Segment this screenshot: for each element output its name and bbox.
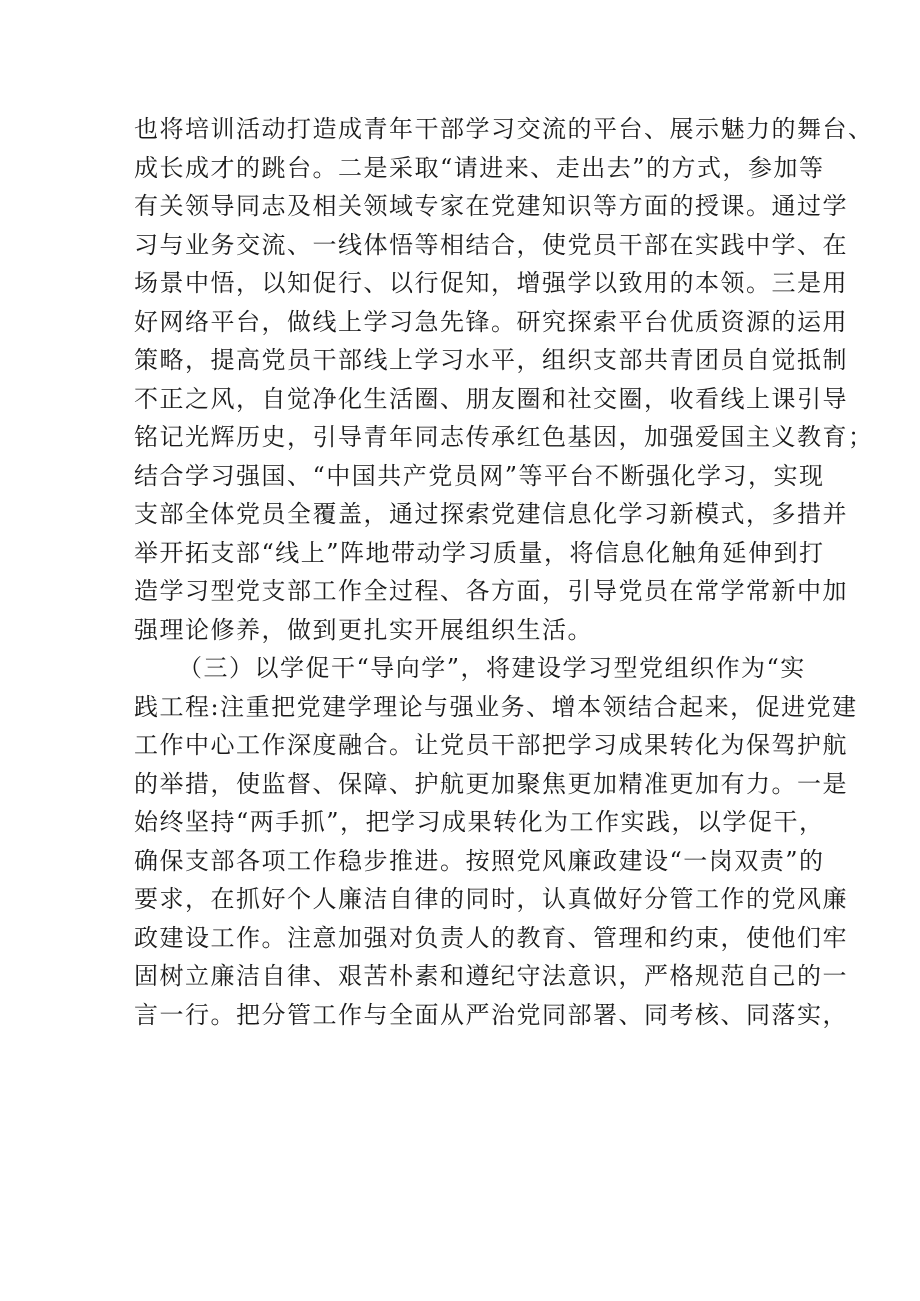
text-line: 也将培训活动打造成青年干部学习交流的平台、展示魅力的舞台、 (134, 115, 874, 143)
text-line: 政建设工作。注意加强对负责人的教育、管理和约束，使他们牢 (134, 923, 848, 952)
text-line: 工作中心工作深度融合。让党员干部把学习成果转化为保驾护航 (134, 731, 848, 759)
text-line: 要求，在抓好个人廉洁自律的同时，认真做好分管工作的党风廉 (134, 885, 848, 913)
text-line: （三）以学促干“导向学”，将建设学习型党组织作为“实 (178, 654, 806, 682)
text-line: 强理论修养，做到更扎实开展组织生活。 (134, 615, 593, 644)
text-line: 策略，提高党员干部线上学习水平，组织支部共青团员自觉抵制 (134, 346, 848, 374)
text-line: 言一行。把分管工作与全面从严治党同部署、同考核、同落实， (134, 1000, 848, 1029)
text-line: 好网络平台，做线上学习急先锋。研究探索平台优质资源的运用 (134, 307, 848, 336)
text-line: 习与业务交流、一线体悟等相结合，使党员干部在实践中学、在 (134, 230, 848, 259)
text-line: 成长成才的跳台。二是采取“请进来、走出去”的方式，参加等 (134, 153, 825, 182)
paragraph (134, 110, 874, 649)
text-line: 的举措，使监督、保障、护航更加聚焦更加精准更加有力。一是 (134, 769, 848, 798)
document-body (134, 110, 874, 1034)
text-line: 造学习型党支部工作全过程、各方面，引导党员在常学常新中加 (134, 577, 848, 605)
text-line: 结合学习强国、“中国共产党员网”等平台不断强化学习，实现 (134, 461, 825, 490)
text-line: 举开拓支部“线上”阵地带动学习质量，将信息化触角延伸到打 (134, 538, 825, 567)
text-line: 始终坚持“两手抓”，把学习成果转化为工作实践，以学促干， (134, 808, 825, 836)
paragraph (134, 649, 858, 1034)
text-line: 确保支部各项工作稳步推进。按照党风廉政建设“一岗双责”的 (134, 846, 825, 875)
text-line: 固树立廉洁自律、艰苦朴素和遵纪守法意识，严格规范自己的一 (134, 962, 848, 990)
text-line: 铭记光辉历史，引导青年同志传承红色基因，加强爱国主义教育； (134, 423, 874, 451)
text-line: 有关领导同志及相关领域专家在党建知识等方面的授课。通过学 (134, 192, 848, 220)
text-line: 支部全体党员全覆盖，通过探索党建信息化学习新模式，多措并 (134, 500, 848, 528)
text-line: 不正之风，自觉净化生活圈、朋友圈和社交圈，收看线上课引导 (134, 384, 848, 413)
text-line: 场景中悟，以知促行、以行促知，增强学以致用的本领。三是用 (134, 269, 848, 297)
text-line: 践工程:注重把党建学理论与强业务、增本领结合起来，促进党建 (134, 692, 858, 721)
